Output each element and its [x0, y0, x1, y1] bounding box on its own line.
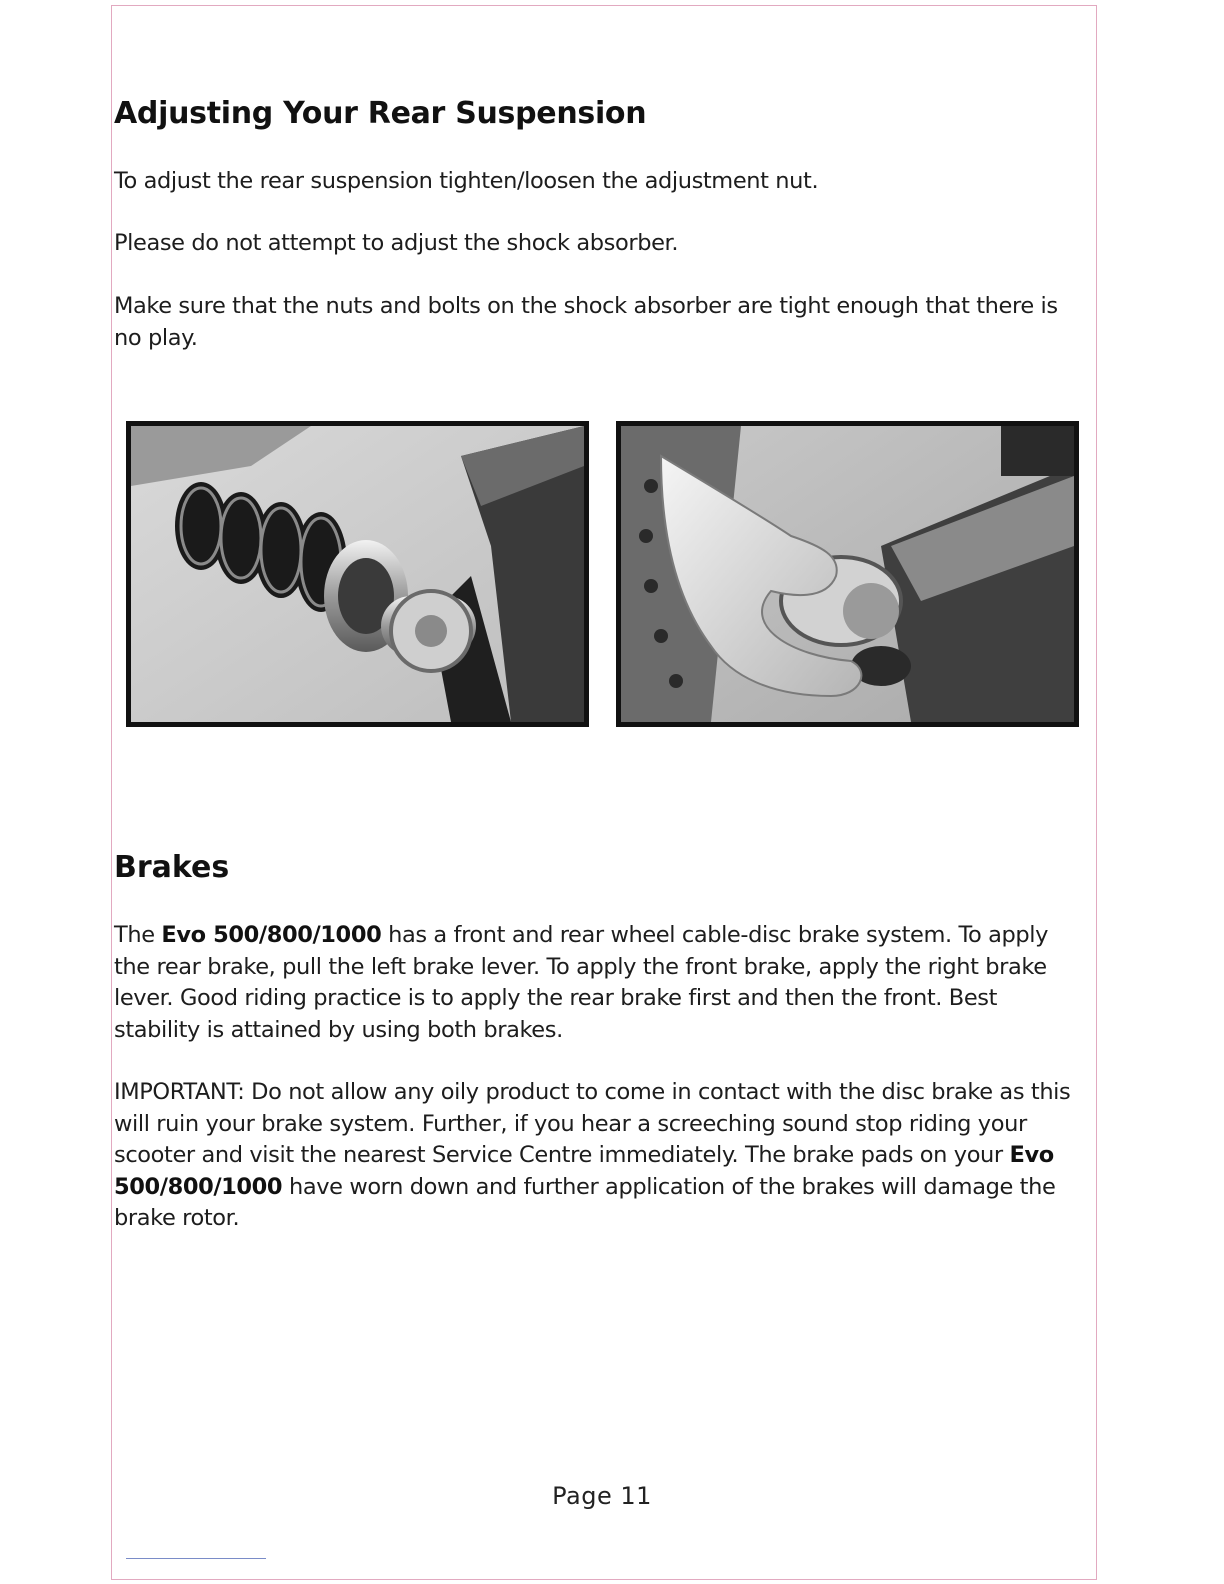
footnote-divider — [126, 1558, 266, 1559]
brakes-p2-text-start: IMPORTANT: Do not allow any oily product to come in contact with the disc brake as this will ruin your brake system. Further, if you hear a screeching sound stop riding your scooter and visit the nearest Service Centre immediately. The brake pads on your — [114, 1079, 1071, 1168]
model-name: Evo 500/800/1000 — [114, 1142, 1054, 1200]
hand-adjusting-nut-photo — [616, 421, 1079, 727]
brakes-important-paragraph — [114, 1077, 1089, 1235]
section-heading-brakes: Brakes — [114, 850, 230, 885]
page-number: Page 11 — [552, 1482, 652, 1510]
model-name: Evo 500/800/1000 — [161, 922, 382, 948]
suspension-paragraph-3: Make sure that the nuts and bolts on the shock absorber are tight enough that there is no play. — [114, 293, 1058, 351]
brakes-p1-text-start: The — [114, 922, 162, 948]
brakes-paragraph-1 — [114, 920, 1089, 1046]
brakes-p1-text-end: has a front and rear wheel cable-disc brake system. To apply the rear brake, pull the left brake lever. To apply the front brake, apply the right brake lever. Good riding practice is to apply the rear brake first and then the front. Best stability is attained by using both brakes. — [114, 922, 1049, 1043]
brakes-p2-text-end: have worn down and further application of the brakes will damage the brake rotor. — [114, 1173, 1056, 1231]
section-heading-rear-suspension: Adjusting Your Rear Suspension — [114, 96, 647, 131]
rear-shock-absorber-photo — [126, 421, 589, 727]
suspension-paragraph-2: Please do not attempt to adjust the shock absorber. — [114, 230, 679, 256]
suspension-paragraph-1: To adjust the rear suspension tighten/loosen the adjustment nut. — [114, 168, 819, 194]
